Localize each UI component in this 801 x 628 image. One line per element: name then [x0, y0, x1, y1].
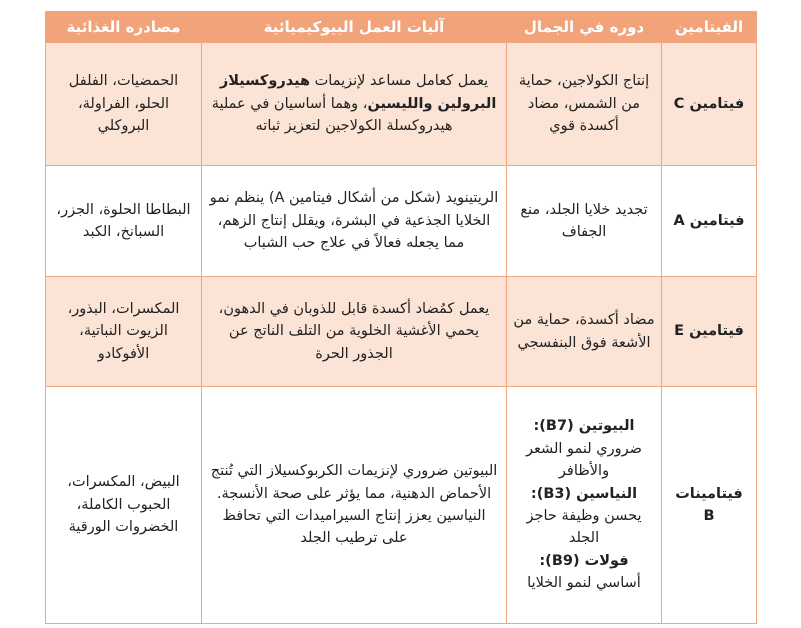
b7-description: ضروري لنمو الشعر والأظافر [526, 440, 642, 480]
b3-title: النياسين (B3): [530, 485, 638, 502]
beauty-role: إنتاج الكولاجين، حماية من الشمس، مضاد أكسدة قوي [507, 43, 662, 166]
food-sources: المكسرات، البذور، الزيوت النباتية، الأفوكادو [46, 277, 202, 387]
mechanism-text-end: ، وهما أساسيان في عملية هيدروكسلة الكولاجين لتعزيز ثباته [211, 95, 453, 135]
beauty-role [507, 387, 662, 624]
vitamin-name: فيتامين A [662, 166, 757, 277]
vitamin-name: فيتامينات B [662, 387, 757, 624]
table-row-vitamin-a [46, 166, 757, 277]
vitamin-name: فيتامين C [662, 43, 757, 166]
mechanism-enzymes: هيدروكسيلاز البرولين والليسين [219, 73, 497, 112]
beauty-role: مضاد أكسدة، حماية من الأشعة فوق البنفسجي [507, 277, 662, 387]
table-row-vitamin-e [46, 277, 757, 387]
food-sources: الحمضيات، الفلفل الحلو، الفراولة، البروكلي [46, 43, 202, 166]
beauty-role: تجديد خلايا الجلد، منع الجفاف [507, 166, 662, 277]
mechanism: البيوتين ضروري لإنزيمات الكربوكسيلاز التي تُنتج الأحماض الدهنية، مما يؤثر على صحة الأنسجة. النياسين يعزز إنتاج السيراميدات التي تحافظ على ترطيب الجلد [202, 387, 507, 624]
header-row [46, 12, 757, 43]
header-mechanism: آليات العمل البيوكيميائية [202, 12, 507, 43]
b3-description: يحسن وظيفة حاجز الجلد [526, 508, 642, 547]
vitamins-table [45, 11, 757, 624]
header-vitamin: الفيتامين [662, 12, 757, 43]
b7-title: البيوتين (B7): [533, 418, 635, 435]
header-food-sources: مصادره الغذائية [46, 12, 202, 43]
table-row-vitamin-b [46, 387, 757, 624]
mechanism-text-start: يعمل كعامل مساعد لإنزيمات [310, 73, 489, 90]
vitamin-name: فيتامين E [662, 277, 757, 387]
food-sources: البيض، المكسرات، الحبوب الكاملة، الخضروات الورقية [46, 387, 202, 624]
food-sources: البطاطا الحلوة، الجزر، السبانخ، الكبد [46, 166, 202, 277]
mechanism: الريتينويد (شكل من أشكال فيتامين A) ينظم نمو الخلايا الجذعية في البشرة، ويقلل إنتاج الزهم، مما يجعله فعالاً في علاج حب الشباب [202, 166, 507, 277]
mechanism [202, 43, 507, 166]
mechanism: يعمل كمُضاد أكسدة قابل للذوبان في الدهون، يحمي الأغشية الخلوية من التلف الناتج عن الجذور الحرة [202, 277, 507, 387]
table-row-vitamin-c [46, 43, 757, 166]
b9-title: فولات (B9): [539, 552, 629, 569]
b9-description: أساسي لنمو الخلايا [527, 575, 641, 592]
header-beauty-role: دوره في الجمال [507, 12, 662, 43]
